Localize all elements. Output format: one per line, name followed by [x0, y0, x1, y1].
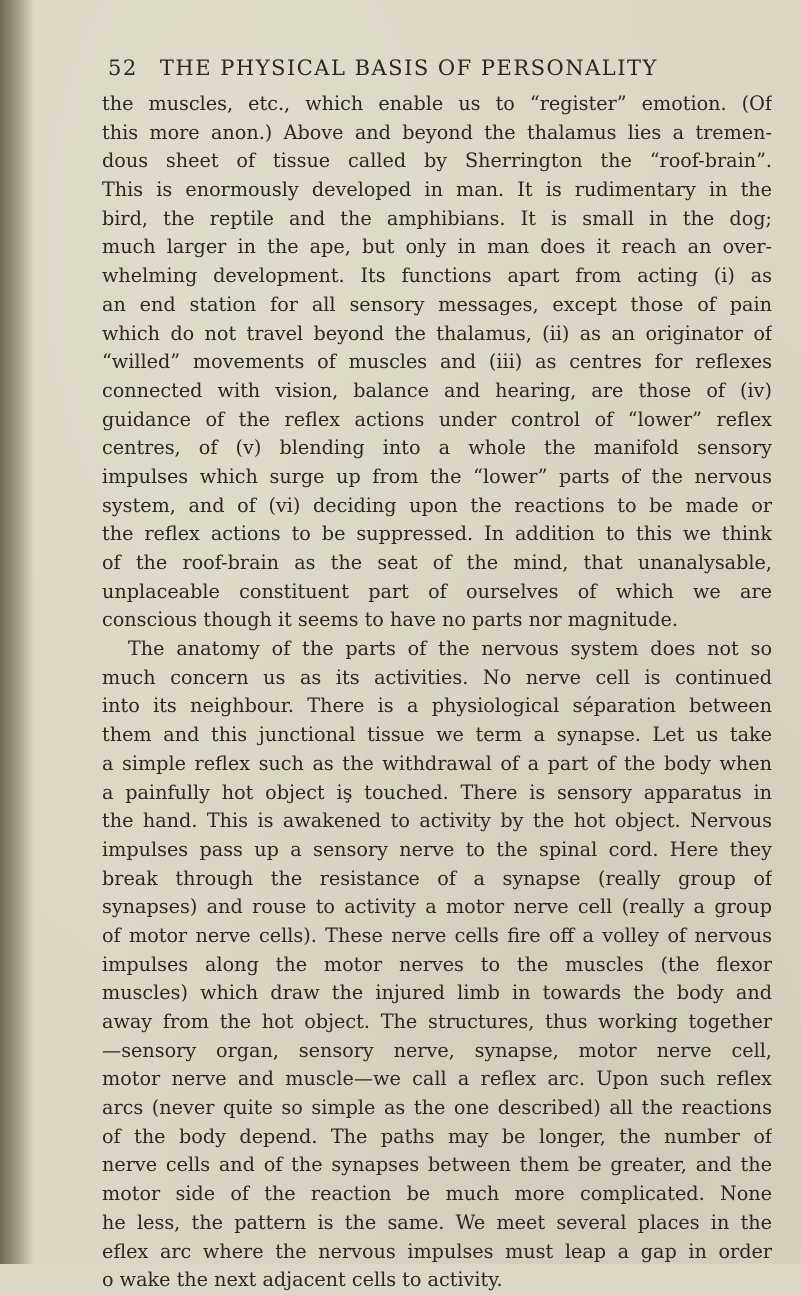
text-line: the hand. This is awakened to activity by the hot object. Nervous	[102, 809, 772, 833]
text-line: arcs (never quite so simple as the one described) all the reactions	[102, 1096, 772, 1120]
running-title: THE PHYSICAL BASIS OF PERSONALITY	[159, 56, 658, 80]
text-line: break through the resistance of a synapse (really group of	[102, 866, 772, 890]
text-line: conscious though it seems to have no parts nor magnitude.	[102, 608, 679, 632]
text-line: this more anon.) Above and beyond the thalamus lies a tremen-	[102, 120, 772, 144]
text-line: impulses along the motor nerves to the muscles (the flexor	[102, 952, 772, 976]
body-text	[102, 90, 772, 1295]
running-head	[108, 56, 748, 80]
text-line: into its neighbour. There is a physiological séparation between	[102, 694, 772, 718]
text-line: much concern us as its activities. No nerve cell is continued	[102, 665, 772, 689]
text-line: away from the hot object. The structures, thus working together	[102, 1010, 772, 1033]
text-line: guidance of the reflex actions under control of “lower” reflex	[102, 407, 772, 431]
text-line: of the roof-brain as the seat of the mind, that unanalysable,	[102, 551, 772, 574]
text-line: connected with vision, balance and hearing, are those of (iv)	[102, 378, 772, 402]
text-line: whelming development. Its functions apart from acting (i) as	[102, 264, 772, 288]
text-line: This is enormously developed in man. It is rudimentary in the	[102, 178, 772, 202]
text-line: of the body depend. The paths may be longer, the number of	[102, 1124, 772, 1148]
text-line: much larger in the ape, but only in man does it reach an over-	[102, 235, 772, 259]
text-line: eflex arc where the nervous impulses must leap a gap in order	[102, 1239, 772, 1263]
text-line: nerve cells and of the synapses between them be greater, and the	[102, 1153, 772, 1177]
text-line: them and this junctional tissue we term a synapse. Let us take	[102, 723, 772, 747]
text-line: of motor nerve cells). These nerve cells fire off a volley of nervous	[102, 923, 772, 947]
text-line: motor nerve and muscle—we call a reflex arc. Upon such reflex	[102, 1067, 772, 1091]
text-line: bird, the reptile and the amphibians. It is small in the dog;	[102, 206, 772, 230]
page-number: 52	[108, 56, 138, 80]
text-line: muscles) which draw the injured limb in towards the body and	[102, 981, 772, 1005]
text-line: dous sheet of tissue called by Sherrington the “roof-brain”.	[102, 149, 772, 173]
text-line: “willed” movements of muscles and (iii) as centres for reflexes	[102, 350, 772, 374]
binding-edge	[0, 0, 34, 1264]
text-line: which do not travel beyond the thalamus, (ii) as an originator of	[102, 321, 772, 345]
text-line: o wake the next adjacent cells to activity.	[102, 1268, 503, 1292]
text-line: the reflex actions to be suppressed. In addition to this we think	[102, 522, 772, 546]
text-line: impulses which surge up from the “lower” parts of the nervous	[102, 464, 772, 488]
text-line: The anatomy of the parts of the nervous system does not so	[128, 637, 772, 661]
text-line: centres, of (v) blending into a whole the manifold sensory	[102, 436, 772, 460]
text-line: motor side of the reaction be much more complicated. None	[102, 1182, 772, 1206]
text-line: a simple reflex such as the withdrawal of a part of the body when	[102, 751, 772, 775]
text-line: impulses pass up a sensory nerve to the spinal cord. Here they	[102, 837, 772, 861]
text-line: system, and of (vi) deciding upon the reactions to be made or	[102, 493, 772, 517]
text-line: the muscles, etc., which enable us to “register” emotion. (Of	[102, 92, 772, 115]
text-line: he less, the pattern is the same. We meet several places in the	[102, 1210, 772, 1234]
text-line: a painfully hot object iş touched. There is sensory apparatus in	[102, 780, 772, 804]
text-line: synapses) and rouse to activity a motor nerve cell (really a group	[102, 895, 772, 919]
text-line: —sensory organ, sensory nerve, synapse, motor nerve cell,	[102, 1038, 772, 1062]
text-line: an end station for all sensory messages, except those of pain	[102, 292, 772, 316]
text-line: unplaceable constituent part of ourselves of which we are	[102, 579, 772, 603]
